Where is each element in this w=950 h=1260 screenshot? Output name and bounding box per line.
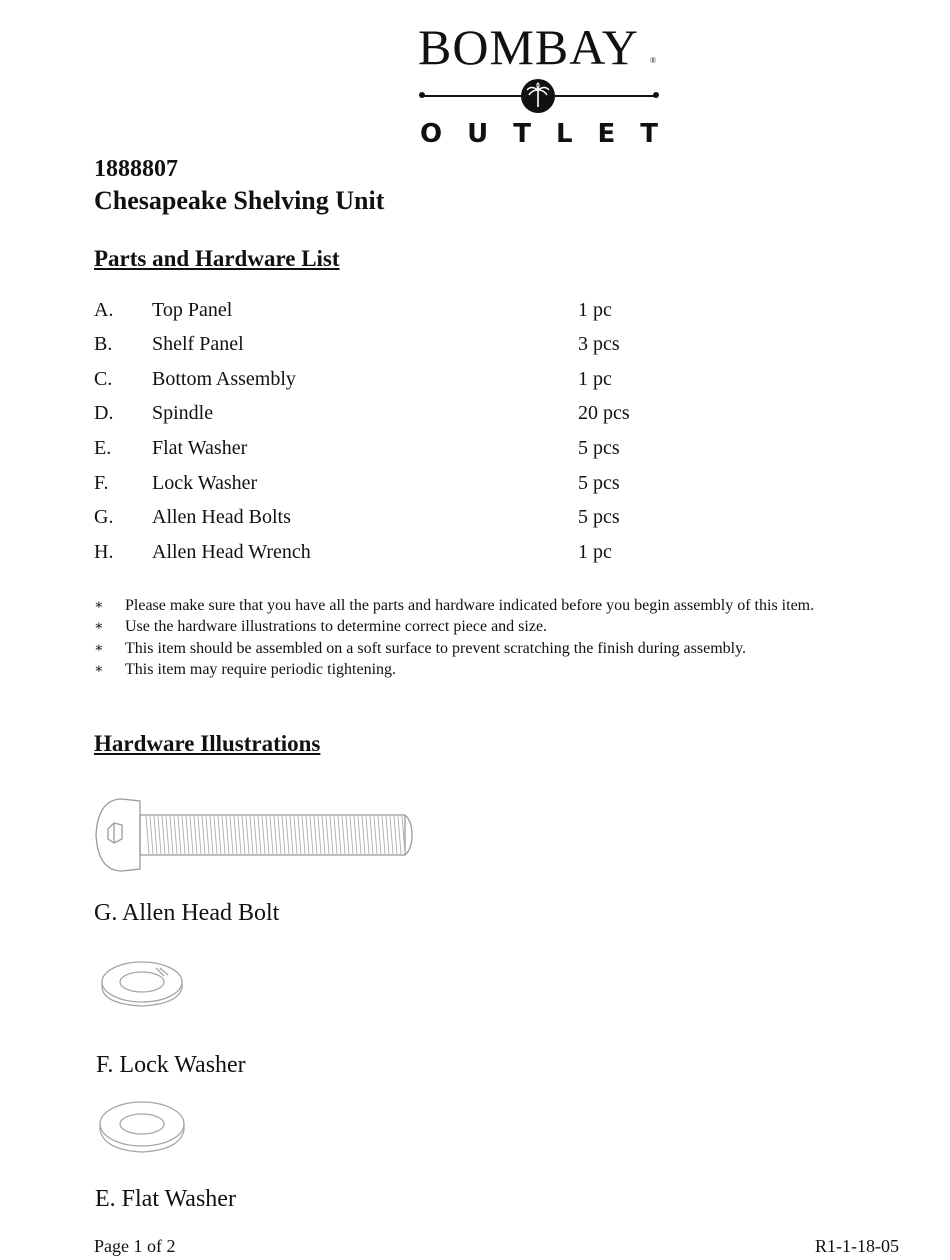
note-bullet: ∗ — [94, 662, 104, 677]
bolt-thread-line — [258, 816, 261, 854]
part-letter: C. — [94, 368, 113, 390]
note-text: Please make sure that you have all the parts and hardware indicated before you begin assembly of this item. — [125, 597, 815, 614]
flat-washer-icon — [96, 1100, 190, 1156]
bolt-thread-line — [158, 816, 161, 854]
bolt-thread-line — [326, 816, 329, 854]
note-text: This item may require periodic tightening. — [125, 661, 397, 678]
bolt-thread-line — [346, 816, 349, 854]
part-qty: 1 pc — [578, 368, 612, 390]
part-name: Allen Head Wrench — [152, 541, 311, 563]
logo-dot-right — [653, 92, 659, 98]
part-name: Allen Head Bolts — [152, 506, 291, 528]
bolt-thread-line — [294, 816, 297, 854]
part-name: Bottom Assembly — [152, 368, 296, 390]
bolt-thread-line — [382, 816, 385, 854]
bolt-thread-line — [390, 816, 393, 854]
bolt-thread-line — [378, 816, 381, 854]
hardware-label-flat-washer: E. Flat Washer — [95, 1186, 236, 1212]
part-letter: B. — [94, 333, 113, 355]
part-letter: H. — [94, 541, 114, 563]
bolt-thread-line — [270, 816, 273, 854]
bolt-thread-line — [366, 816, 369, 854]
part-row — [94, 468, 694, 498]
part-row — [94, 433, 694, 463]
bolt-thread-line — [306, 816, 309, 854]
note-bullet: ∗ — [94, 641, 104, 656]
note-bullet: ∗ — [94, 598, 104, 613]
bolt-thread-line — [174, 816, 177, 854]
bolt-thread-line — [186, 816, 189, 854]
note-bullet: ∗ — [94, 619, 104, 634]
bolt-thread-line — [210, 816, 213, 854]
bolt-thread-line — [214, 816, 217, 854]
part-name: Shelf Panel — [152, 333, 244, 355]
bombay-outlet-logo — [410, 18, 684, 153]
bolt-thread-line — [206, 816, 209, 854]
bolt-thread-line — [218, 816, 221, 854]
bolt-thread-line — [302, 816, 305, 854]
part-qty: 5 pcs — [578, 437, 620, 459]
revision-code: R1-1-18-05 — [815, 1236, 899, 1256]
bolt-thread-line — [314, 816, 317, 854]
bolt-thread-line — [334, 816, 337, 854]
logo-registered-mark: ® — [650, 56, 657, 65]
bolt-thread-line — [162, 816, 165, 854]
bolt-thread-line — [350, 816, 353, 854]
bolt-thread-line — [146, 816, 149, 854]
note-item — [94, 616, 914, 638]
bolt-thread-line — [194, 816, 197, 854]
palm-tree-icon — [520, 78, 556, 114]
note-item — [94, 659, 914, 681]
bolt-thread-line — [166, 816, 169, 854]
bolt-thread-line — [150, 816, 153, 854]
logo-dot-left — [419, 92, 425, 98]
bolt-thread-line — [234, 816, 237, 854]
bolt-thread-line — [226, 816, 229, 854]
part-letter: F. — [94, 472, 109, 494]
bolt-thread-line — [342, 816, 345, 854]
hardware-label-lock-washer: F. Lock Washer — [96, 1052, 246, 1078]
bolt-thread-line — [290, 816, 293, 854]
part-qty: 1 pc — [578, 299, 612, 321]
bolt-thread-line — [298, 816, 301, 854]
bolt-thread-line — [322, 816, 325, 854]
bolt-thread-line — [230, 816, 233, 854]
part-qty: 3 pcs — [578, 333, 620, 355]
bolt-thread-line — [170, 816, 173, 854]
lock-washer-icon — [98, 958, 190, 1010]
bolt-thread-line — [154, 816, 157, 854]
allen-head-bolt-icon — [92, 795, 417, 875]
bolt-thread-line — [362, 816, 365, 854]
bolt-thread-line — [222, 816, 225, 854]
bolt-thread-line — [182, 816, 185, 854]
bolt-thread-line — [358, 816, 361, 854]
part-row — [94, 537, 694, 567]
part-letter: G. — [94, 506, 114, 528]
bolt-thread-line — [398, 816, 401, 854]
bolt-thread-line — [386, 816, 389, 854]
bolt-thread-line — [190, 816, 193, 854]
page-number: Page 1 of 2 — [94, 1236, 176, 1256]
bolt-thread-line — [330, 816, 333, 854]
bolt-thread-line — [254, 816, 257, 854]
bolt-thread-line — [370, 816, 373, 854]
logo-brand: BOMBAY — [418, 19, 639, 75]
logo-rule-right — [554, 95, 656, 97]
part-qty: 5 pcs — [578, 506, 620, 528]
bolt-thread-line — [198, 816, 201, 854]
bolt-thread-line — [338, 816, 341, 854]
part-letter: A. — [94, 299, 114, 321]
part-qty: 1 pc — [578, 541, 612, 563]
part-name: Flat Washer — [152, 437, 248, 459]
part-row — [94, 502, 694, 532]
hardware-heading: Hardware Illustrations — [94, 731, 321, 756]
part-qty: 20 pcs — [578, 402, 630, 424]
bolt-thread-line — [238, 816, 241, 854]
bolt-thread-line — [266, 816, 269, 854]
bolt-thread-line — [250, 816, 253, 854]
part-row — [94, 295, 694, 325]
bolt-thread-line — [178, 816, 181, 854]
item-number: 1888807 — [94, 156, 178, 182]
note-item — [94, 595, 914, 617]
logo-rule-left — [422, 95, 522, 97]
part-letter: D. — [94, 402, 114, 424]
part-row — [94, 364, 694, 394]
logo-sub: OUTLET — [420, 119, 684, 149]
note-item — [94, 638, 914, 660]
bolt-thread-line — [282, 816, 285, 854]
note-text: This item should be assembled on a soft surface to prevent scratching the finish during assembly. — [125, 640, 747, 657]
bolt-thread-line — [310, 816, 313, 854]
bolt-thread-line — [318, 816, 321, 854]
part-row — [94, 329, 694, 359]
part-name: Lock Washer — [152, 472, 258, 494]
bolt-thread-line — [242, 816, 245, 854]
bolt-thread-line — [394, 816, 397, 854]
bolt-thread-line — [374, 816, 377, 854]
bolt-thread-line — [262, 816, 265, 854]
bolt-thread-line — [202, 816, 205, 854]
hardware-label-bolt: G. Allen Head Bolt — [94, 900, 280, 926]
bolt-thread-line — [354, 816, 357, 854]
part-name: Top Panel — [152, 299, 233, 321]
product-title: Chesapeake Shelving Unit — [94, 186, 385, 215]
parts-heading: Parts and Hardware List — [94, 246, 340, 271]
part-qty: 5 pcs — [578, 472, 620, 494]
bolt-thread-line — [246, 816, 249, 854]
bolt-thread-line — [278, 816, 281, 854]
note-text: Use the hardware illustrations to determine correct piece and size. — [125, 618, 548, 635]
bolt-thread-line — [274, 816, 277, 854]
part-letter: E. — [94, 437, 112, 459]
part-name: Spindle — [152, 402, 214, 424]
bolt-thread-line — [286, 816, 289, 854]
part-row — [94, 398, 694, 428]
